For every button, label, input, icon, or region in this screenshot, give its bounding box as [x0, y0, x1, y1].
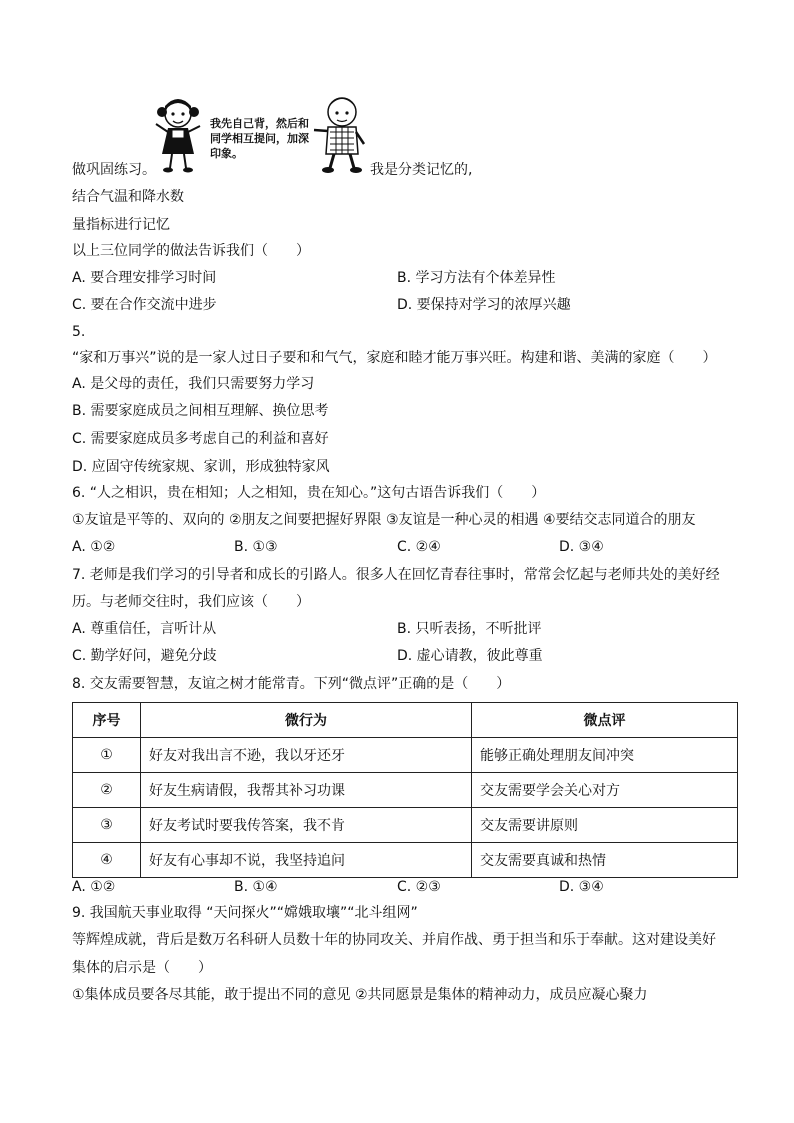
table-cell-seq: ①: [73, 738, 141, 773]
table-cell-behavior: 好友考试时要我传答案，我不肯: [141, 808, 472, 843]
intro-line-1-right: 我是分类记忆的,: [370, 162, 473, 178]
q5-option-d[interactable]: D. 应固守传统家规、家训，形成独特家风: [72, 459, 330, 475]
speech-bubble-text: 我先自己背，然后和同学相互提问，加深印象。: [210, 117, 309, 160]
table-header-row: [73, 703, 738, 738]
q6-statements: ①友谊是平等的、双向的 ②朋友之间要把握好界限 ③友谊是一种心灵的相遇 ④要结交志同道合的朋友: [72, 512, 696, 528]
q8-option-c[interactable]: C. ②③: [397, 879, 441, 895]
q6-option-c[interactable]: C. ②④: [397, 539, 441, 555]
intro-line-1-left: 做巩固练习。: [72, 162, 156, 178]
q6-option-b[interactable]: B. ①③: [234, 539, 278, 555]
table-cell-behavior: 好友对我出言不逊，我以牙还牙: [141, 738, 472, 773]
table-cell-behavior: 好友有心事却不说，我坚持追问: [141, 843, 472, 878]
q8-comment-table: [72, 702, 738, 878]
q8-option-d[interactable]: D. ③④: [559, 879, 604, 895]
q7-option-c[interactable]: C. 勤学好问，避免分歧: [72, 648, 217, 664]
table-cell-seq: ③: [73, 808, 141, 843]
table-row: [73, 843, 738, 878]
table-cell-comment: 能够正确处理朋友间冲突: [472, 738, 738, 773]
boy-figure-icon: [314, 98, 364, 173]
q7-option-d[interactable]: D. 虚心请教，彼此尊重: [397, 648, 543, 664]
q5-number: 5.: [72, 324, 86, 340]
table-cell-seq: ④: [73, 843, 141, 878]
q6-stem: 6. “人之相识，贵在相知；人之相知，贵在知心。”这句古语告诉我们（ ）: [72, 485, 546, 501]
q5-option-a[interactable]: A. 是父母的责任，我们只需要努力学习: [72, 376, 315, 392]
intro-line-2: 结合气温和降水数: [72, 189, 184, 205]
q4-option-d[interactable]: D. 要保持对学习的浓厚兴趣: [397, 297, 571, 313]
q9-stem-line-2: 等辉煌成就，背后是数万名科研人员数十年的协同攻关、并肩作战、勇于担当和乐于奉献。这对建设美好: [72, 932, 716, 948]
table-cell-behavior: 好友生病请假，我帮其补习功课: [141, 773, 472, 808]
table-header-seq: 序号: [73, 703, 141, 738]
table-row: [73, 738, 738, 773]
q4-option-c[interactable]: C. 要在合作交流中进步: [72, 297, 217, 313]
q6-option-d[interactable]: D. ③④: [559, 539, 604, 555]
table-header-behavior: 微行为: [141, 703, 472, 738]
table-row: [73, 773, 738, 808]
q4-option-b[interactable]: B. 学习方法有个体差异性: [397, 270, 556, 286]
q5-option-b[interactable]: B. 需要家庭成员之间相互理解、换位思考: [72, 403, 329, 419]
table-header-comment: 微点评: [472, 703, 738, 738]
q7-stem-line-1: 7. 老师是我们学习的引导者和成长的引路人。很多人在回忆青春往事时，常常会忆起与老师共处的美好经: [72, 567, 720, 583]
q5-option-c[interactable]: C. 需要家庭成员多考虑自己的利益和喜好: [72, 431, 329, 447]
q7-option-b[interactable]: B. 只听表扬，不听批评: [397, 621, 542, 637]
q7-option-a[interactable]: A. 尊重信任，言听计从: [72, 621, 217, 637]
q9-statements: ①集体成员要各尽其能，敢于提出不同的意见 ②共同愿景是集体的精神动力，成员应凝心聚力: [72, 987, 648, 1003]
q9-stem-line-1: 9. 我国航天事业取得 “天问探火”“嫦娥取壤”“北斗组网”: [72, 905, 418, 921]
q4-option-a[interactable]: A. 要合理安排学习时间: [72, 270, 217, 286]
q8-option-b[interactable]: B. ①④: [234, 879, 278, 895]
table-cell-comment: 交友需要真诚和热情: [472, 843, 738, 878]
table-row: [73, 808, 738, 843]
table-cell-seq: ②: [73, 773, 141, 808]
q8-option-a[interactable]: A. ①②: [72, 879, 116, 895]
q7-stem-line-2: 历。与老师交往时，我们应该（ ）: [72, 594, 310, 610]
intro-line-3: 量指标进行记忆: [72, 217, 170, 233]
q9-stem-line-3: 集体的启示是（ ）: [72, 960, 212, 976]
table-cell-comment: 交友需要学会关心对方: [472, 773, 738, 808]
q4-stem: 以上三位同学的做法告诉我们（ ）: [72, 243, 310, 259]
q8-stem: 8. 交友需要智慧，友谊之树才能常青。下列“微点评”正确的是（ ）: [72, 676, 511, 692]
q5-stem: “家和万事兴”说的是一家人过日子要和和气气，家庭和睦才能万事兴旺。构建和谐、美满的家庭（ ）: [72, 350, 717, 366]
girl-figure-icon: [156, 99, 200, 173]
table-cell-comment: 交友需要讲原则: [472, 808, 738, 843]
q6-option-a[interactable]: A. ①②: [72, 539, 116, 555]
